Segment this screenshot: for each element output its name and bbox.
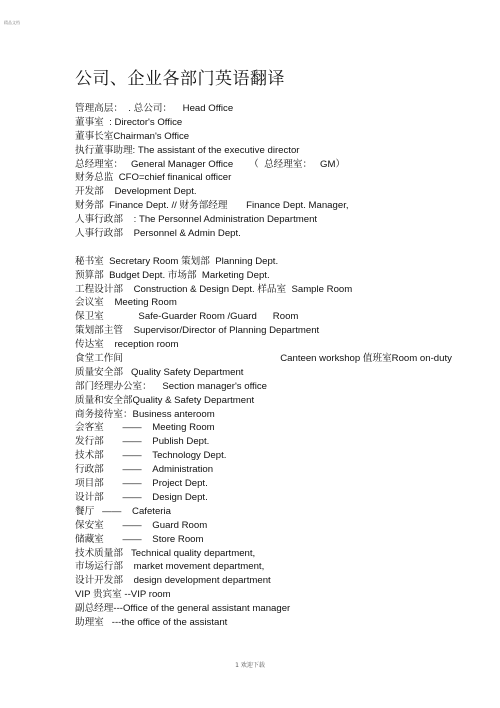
corner-watermark: 精品文档	[4, 20, 20, 25]
paragraph-gap	[75, 241, 485, 255]
term-line: 人事行政部 Personnel & Admin Dept.	[75, 228, 241, 240]
term-list-management	[75, 102, 485, 241]
term-line: 部门经理办公室： Section manager's office	[75, 380, 267, 392]
term-line: 技术部 —— Technology Dept.	[75, 450, 227, 462]
term-line: 保安室 —— Guard Room	[75, 519, 208, 531]
term-line: 质量和安全部Quality & Safety Department	[75, 394, 255, 406]
term-line: 管理高层： . 总公司： Head Office	[75, 103, 234, 114]
term-line: 设计开发部 design development department	[75, 575, 271, 587]
term-line: 会客室 —— Meeting Room	[75, 422, 215, 434]
term-line: 设计部 —— Design Dept.	[75, 491, 208, 503]
document-body	[75, 102, 485, 630]
term-line: 质量安全部 Quality Safety Department	[75, 366, 244, 378]
term-line: 餐厅 —— Cafeteria	[75, 505, 171, 517]
term-line: 开发部 Development Dept.	[75, 186, 197, 198]
term-line: 人事行政部 : The Personnel Administration Department	[75, 214, 318, 226]
term-line: 市场运行部 market movement department,	[75, 561, 265, 573]
term-line: 财务部 Finance Dept. // 财务部经理 Finance Dept. Manager,	[75, 200, 349, 212]
term-list-departments	[75, 255, 485, 630]
term-line: 秘书室 Secretary Room 策划部 Planning Dept.	[75, 255, 279, 267]
term-line: 副总经理---Office of the general assistant manager	[75, 603, 291, 615]
term-line: 传达室 reception room	[75, 339, 179, 351]
term-line: 商务接待室：Business anteroom	[75, 408, 215, 420]
term-line: 预算部 Budget Dept. 市场部 Marketing Dept.	[75, 269, 270, 281]
term-line: 董事室 : Director's Office	[75, 116, 183, 128]
term-line: 助理室 ---the office of the assistant	[75, 616, 228, 628]
document-title: 公司、企业各部门英语翻译	[75, 69, 285, 89]
term-line: 项目部 —— Project Dept.	[75, 478, 208, 490]
term-line: 食堂工作间 Canteen workshop 值班室Room on-duty	[75, 353, 452, 365]
term-line: VIP 贵宾室 --VIP room	[75, 589, 171, 601]
term-line: 策划部主管 Supervisor/Director of Planning Department	[75, 325, 320, 337]
term-line: 发行部 —— Publish Dept.	[75, 436, 210, 448]
term-line: 行政部 —— Administration	[75, 464, 214, 476]
term-line: 储藏室 —— Store Room	[75, 533, 204, 545]
term-line: 保卫室 Safe-Guarder Room /Guard Room	[75, 311, 299, 323]
term-line: 技术质量部 Technical quality department,	[75, 547, 256, 559]
term-line: 总经理室： General Manager Office （ 总经理室： GM）	[75, 158, 346, 170]
term-line: 会议室 Meeting Room	[75, 297, 177, 309]
term-line: 工程设计部 Construction & Design Dept. 样品室 Sample Room	[75, 283, 353, 295]
term-line: 董事长室Chairman's Office	[75, 130, 190, 142]
page-footer: 1 欢迎下载	[235, 662, 265, 669]
term-line: 执行董事助理: The assistant of the executive director	[75, 144, 300, 156]
term-line: 财务总监 CFO=chief finanical officer	[75, 172, 232, 184]
